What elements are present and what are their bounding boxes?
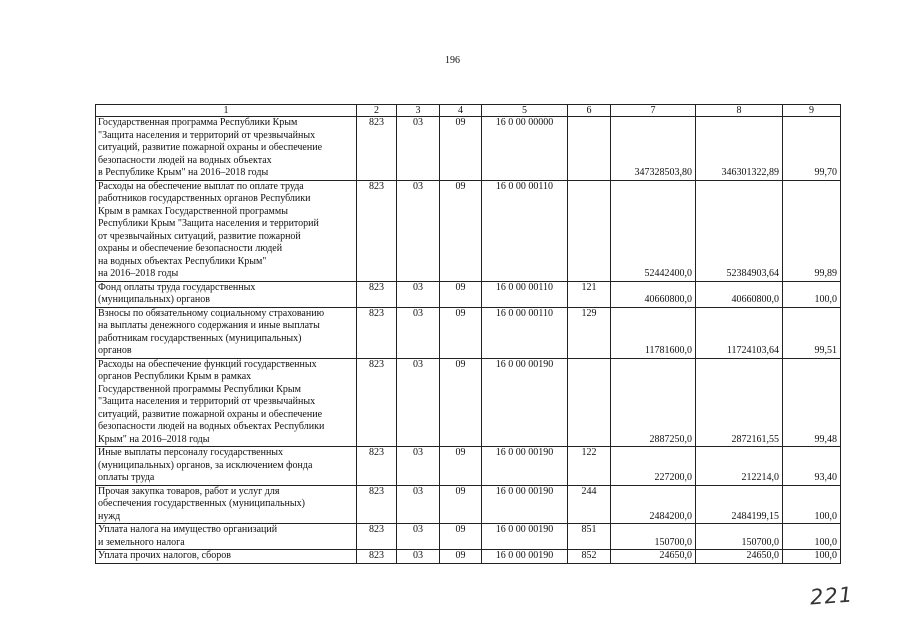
column-header: 8: [696, 105, 783, 117]
amount-cell: 100,0: [783, 524, 841, 550]
table-row: [96, 180, 841, 281]
budget-table: [95, 104, 841, 564]
code-cell: 03: [397, 358, 440, 447]
code-cell: 09: [440, 358, 482, 447]
code-cell: [568, 180, 611, 281]
code-cell: 16 0 00 00110: [482, 180, 568, 281]
code-cell: 09: [440, 307, 482, 358]
row-description: Иные выплаты персоналу государственных (муниципальных) органов, за исключением фонда оплаты труда: [96, 447, 357, 486]
row-description: Уплата налога на имущество организаций и земельного налога: [96, 524, 357, 550]
code-cell: 129: [568, 307, 611, 358]
code-cell: 823: [357, 358, 397, 447]
amount-cell: 100,0: [783, 550, 841, 564]
amount-cell: 347328503,80: [611, 117, 696, 181]
code-cell: 16 0 00 00190: [482, 447, 568, 486]
code-cell: 823: [357, 281, 397, 307]
code-cell: 823: [357, 447, 397, 486]
amount-cell: 150700,0: [611, 524, 696, 550]
amount-cell: 2887250,0: [611, 358, 696, 447]
column-header: 5: [482, 105, 568, 117]
amount-cell: 150700,0: [696, 524, 783, 550]
column-header: 4: [440, 105, 482, 117]
table-row: [96, 550, 841, 564]
code-cell: [568, 358, 611, 447]
column-header: 1: [96, 105, 357, 117]
code-cell: 823: [357, 485, 397, 524]
amount-cell: 24650,0: [611, 550, 696, 564]
table-row: [96, 117, 841, 181]
code-cell: 03: [397, 117, 440, 181]
amount-cell: 2484199,15: [696, 485, 783, 524]
code-cell: 03: [397, 447, 440, 486]
code-cell: 03: [397, 307, 440, 358]
amount-cell: 212214,0: [696, 447, 783, 486]
amount-cell: 11724103,64: [696, 307, 783, 358]
column-header: 9: [783, 105, 841, 117]
amount-cell: 24650,0: [696, 550, 783, 564]
code-cell: 09: [440, 485, 482, 524]
amount-cell: 99,70: [783, 117, 841, 181]
row-description: Прочая закупка товаров, работ и услуг для обеспечения государственных (муниципальных) нужд: [96, 485, 357, 524]
code-cell: 09: [440, 117, 482, 181]
row-description: Взносы по обязательному социальному страхованию на выплаты денежного содержания и иные выплаты работникам государственных (муниципальных) органов: [96, 307, 357, 358]
code-cell: 09: [440, 281, 482, 307]
code-cell: 823: [357, 307, 397, 358]
amount-cell: 2484200,0: [611, 485, 696, 524]
code-cell: 823: [357, 117, 397, 181]
amount-cell: 100,0: [783, 485, 841, 524]
code-cell: 823: [357, 550, 397, 564]
code-cell: 16 0 00 00190: [482, 485, 568, 524]
row-description: Расходы на обеспечение функций государственных органов Республики Крым в рамках Государственной программы Республики Крым "Защита населения и территорий от чрезвычайных ситуаций, развитие пожарной охраны и обеспечение безопасности людей на водных объектах Республики Крым" на 2016–2018 годы: [96, 358, 357, 447]
code-cell: 03: [397, 180, 440, 281]
code-cell: 16 0 00 00190: [482, 524, 568, 550]
code-cell: 03: [397, 524, 440, 550]
page-number: 196: [445, 55, 460, 66]
row-description: Фонд оплаты труда государственных (муниципальных) органов: [96, 281, 357, 307]
code-cell: 09: [440, 180, 482, 281]
column-number-row: [96, 105, 841, 117]
code-cell: 823: [357, 180, 397, 281]
amount-cell: 99,48: [783, 358, 841, 447]
amount-cell: 99,89: [783, 180, 841, 281]
amount-cell: 11781600,0: [611, 307, 696, 358]
code-cell: 16 0 00 00190: [482, 358, 568, 447]
table-row: [96, 281, 841, 307]
code-cell: 03: [397, 281, 440, 307]
table-row: [96, 485, 841, 524]
code-cell: 244: [568, 485, 611, 524]
amount-cell: 100,0: [783, 281, 841, 307]
column-header: 6: [568, 105, 611, 117]
code-cell: 03: [397, 550, 440, 564]
column-header: 7: [611, 105, 696, 117]
code-cell: 16 0 00 00000: [482, 117, 568, 181]
amount-cell: 52384903,64: [696, 180, 783, 281]
amount-cell: 40660800,0: [611, 281, 696, 307]
amount-cell: 93,40: [783, 447, 841, 486]
row-description: Государственная программа Республики Крым "Защита населения и территорий от чрезвычайных ситуаций, развитие пожарной охраны и обеспечение безопасности людей на водных объектах в Республике Крым" на 2016–2018 годы: [96, 117, 357, 181]
code-cell: 16 0 00 00110: [482, 281, 568, 307]
code-cell: 09: [440, 550, 482, 564]
row-description: Уплата прочих налогов, сборов: [96, 550, 357, 564]
code-cell: [568, 117, 611, 181]
table-row: [96, 524, 841, 550]
code-cell: 823: [357, 524, 397, 550]
code-cell: 16 0 00 00190: [482, 550, 568, 564]
code-cell: 121: [568, 281, 611, 307]
code-cell: 851: [568, 524, 611, 550]
code-cell: 03: [397, 485, 440, 524]
amount-cell: 40660800,0: [696, 281, 783, 307]
amount-cell: 227200,0: [611, 447, 696, 486]
row-description: Расходы на обеспечение выплат по оплате труда работников государственных органов Республики Крым в рамках Государственной программы Республики Крым "Защита населения и территорий от чрезвычайных ситуаций, развитие пожарной охраны и обеспечение безопасности людей на водных объектах Республики Крым" на 2016–2018 годы: [96, 180, 357, 281]
amount-cell: 2872161,55: [696, 358, 783, 447]
amount-cell: 346301322,89: [696, 117, 783, 181]
code-cell: 09: [440, 524, 482, 550]
table-row: [96, 447, 841, 486]
amount-cell: 52442400,0: [611, 180, 696, 281]
amount-cell: 99,51: [783, 307, 841, 358]
column-header: 2: [357, 105, 397, 117]
column-header: 3: [397, 105, 440, 117]
code-cell: 16 0 00 00110: [482, 307, 568, 358]
code-cell: 122: [568, 447, 611, 486]
code-cell: 852: [568, 550, 611, 564]
table-row: [96, 307, 841, 358]
handwritten-page-number: 221: [809, 582, 854, 610]
code-cell: 09: [440, 447, 482, 486]
table-row: [96, 358, 841, 447]
